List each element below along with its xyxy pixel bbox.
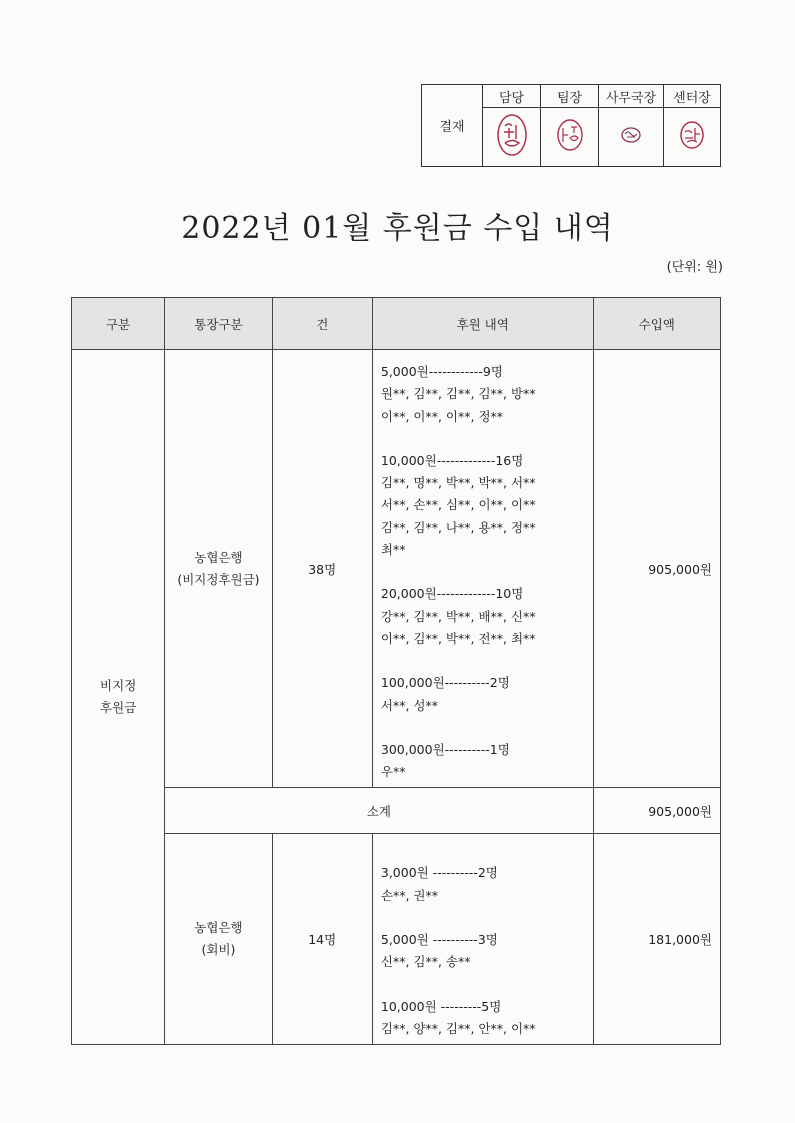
donor-names: 김**, 김**, 나**, 용**, 정** bbox=[380, 519, 536, 535]
donation-tier: 10,000원 ---------5명 bbox=[380, 998, 502, 1014]
donation-details-cell bbox=[372, 350, 593, 788]
donor-names: 원**, 김**, 김**, 김**, 방** bbox=[380, 386, 536, 402]
signature-team-lead bbox=[541, 108, 599, 167]
role-center-director: 센터장 bbox=[664, 85, 721, 108]
donation-group bbox=[381, 583, 593, 650]
subtotal-amount: 905,000원 bbox=[593, 788, 720, 834]
seal-icon bbox=[620, 126, 642, 144]
account-cell: 농협은행 (회비) bbox=[165, 834, 272, 1045]
donation-tier: 20,000원-------------10명 bbox=[380, 586, 524, 602]
donor-names: 신**, 김**, 송** bbox=[380, 954, 471, 970]
donation-group bbox=[381, 672, 593, 717]
approval-label: 결재 bbox=[422, 85, 483, 167]
donation-group bbox=[381, 996, 593, 1041]
donation-tier: 5,000원------------9명 bbox=[380, 364, 503, 379]
header-count: 건 bbox=[272, 298, 372, 350]
donation-details-cell bbox=[372, 834, 593, 1045]
donor-names: 김**, 양**, 김**, 안**, 이** bbox=[380, 1020, 536, 1036]
donation-group bbox=[381, 450, 593, 561]
donor-names: 강**, 김**, 박**, 배**, 신** bbox=[380, 608, 536, 624]
header-income-amount: 수입액 bbox=[593, 298, 720, 350]
donor-names: 서**, 손**, 심**, 이**, 이** bbox=[380, 497, 536, 513]
header-donation-details: 후원 내역 bbox=[372, 298, 593, 350]
page-title: 2022년 01월 후원금 수입 내역 bbox=[181, 211, 614, 246]
approval-box bbox=[421, 84, 721, 167]
donation-tier: 300,000원----------1명 bbox=[380, 741, 510, 757]
role-team-lead: 팀장 bbox=[541, 85, 599, 108]
donation-group bbox=[381, 929, 593, 974]
donor-names: 손**, 권** bbox=[380, 887, 438, 903]
donation-table bbox=[71, 297, 721, 1045]
account-cell: 농협은행 (비지정후원금) bbox=[165, 350, 272, 788]
amount-cell: 905,000원 bbox=[593, 350, 720, 788]
amount-cell: 181,000원 bbox=[593, 834, 720, 1045]
seal-icon bbox=[679, 120, 705, 150]
donation-group bbox=[381, 361, 593, 428]
role-secretary-general: 사무국장 bbox=[599, 85, 664, 108]
donor-names: 이**, 이**, 이**, 정** bbox=[380, 408, 504, 424]
count-cell: 14명 bbox=[272, 834, 372, 1045]
unit-label: (단위: 원) bbox=[666, 260, 723, 275]
donation-tier: 10,000원-------------16명 bbox=[380, 452, 524, 468]
donor-names: 최** bbox=[380, 542, 406, 558]
table-row bbox=[72, 834, 721, 1045]
donation-group bbox=[381, 862, 593, 907]
signature-center-director bbox=[664, 108, 721, 167]
donation-tier: 100,000원----------2명 bbox=[380, 675, 510, 691]
header-category: 구분 bbox=[72, 298, 165, 350]
donation-tier: 3,000원 ----------2명 bbox=[380, 865, 498, 881]
donor-names: 우** bbox=[380, 764, 406, 780]
donor-names: 김**, 명**, 박**, 박**, 서** bbox=[380, 475, 536, 491]
donation-tier: 5,000원 ----------3명 bbox=[380, 932, 498, 948]
signature-staff bbox=[483, 108, 541, 167]
donor-names: 서**, 성** bbox=[380, 697, 438, 713]
signature-secretary-general bbox=[599, 108, 664, 167]
role-staff: 담당 bbox=[483, 85, 541, 108]
count-cell: 38명 bbox=[272, 350, 372, 788]
category-cell: 비지정 후원금 bbox=[72, 350, 165, 1045]
subtotal-label: 소계 bbox=[165, 788, 593, 834]
donation-group bbox=[381, 739, 593, 784]
donor-names: 이**, 김**, 박**, 전**, 최** bbox=[380, 630, 536, 646]
seal-icon bbox=[556, 118, 584, 152]
subtotal-row bbox=[72, 788, 721, 834]
header-account-type: 통장구분 bbox=[165, 298, 272, 350]
seal-icon bbox=[496, 113, 528, 157]
table-row bbox=[72, 350, 721, 788]
